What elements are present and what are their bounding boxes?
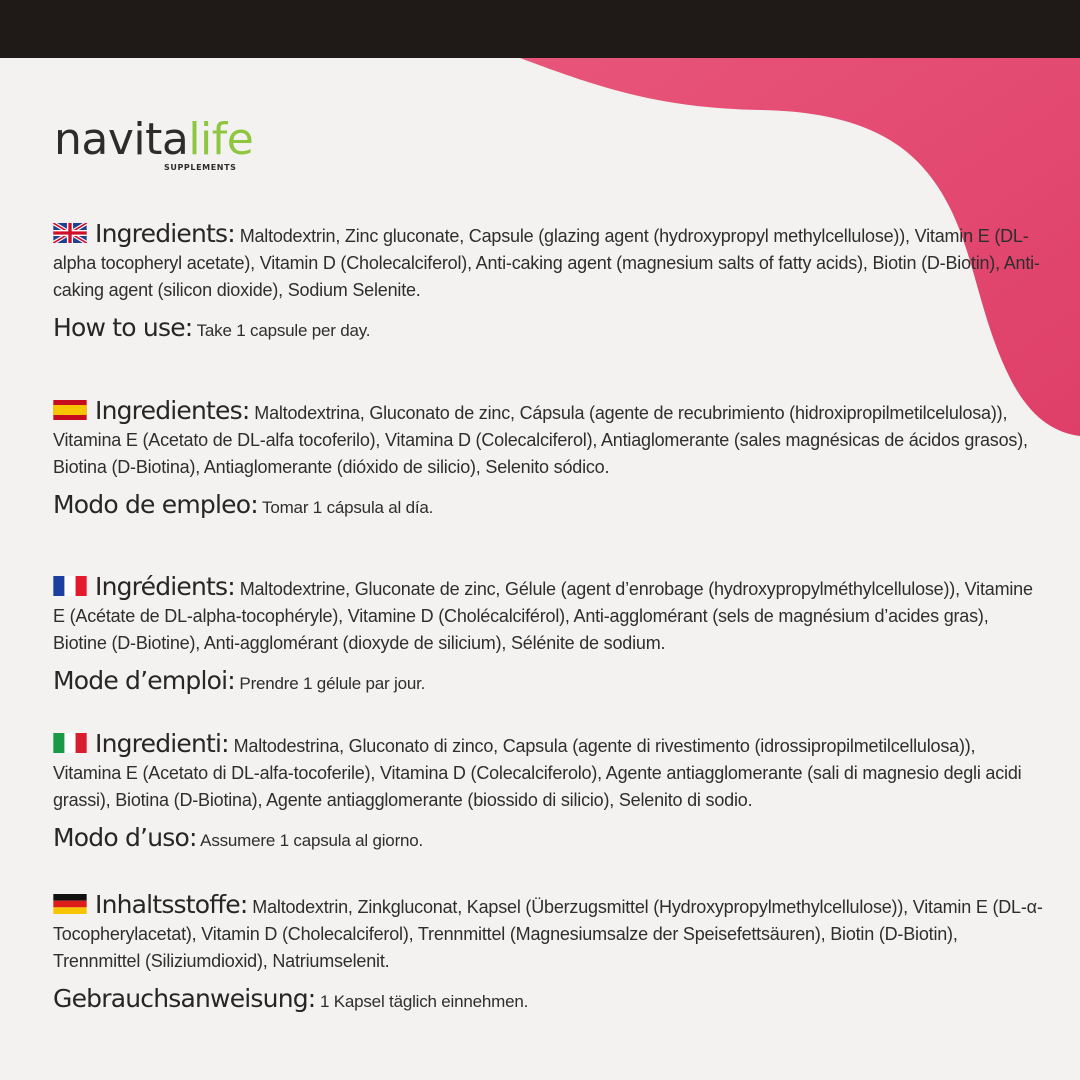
italy-flag-icon: [53, 733, 87, 753]
brand-name-part1: navita: [54, 114, 189, 165]
usage-text: Prendre 1 gélule par jour.: [234, 674, 426, 693]
usage-label: Mode d’emploi:: [53, 666, 235, 695]
uk-flag-icon: [53, 223, 87, 243]
usage-label: How to use:: [53, 313, 193, 342]
ingredients-text: Maltodextrine, Gluconate de zinc, Gélule (agent d’enrobage (hydroxypropylméthylcellulose)), Vitamine E (Acétate de DL-alpha-tocophéryle), Vitamine D (Cholécalciférol), Anti-agglomérant (sels de magnésium d’acides gras), Biotine (D-Biotine), Anti-agglomérant (dioxyde de silicium), Sélénite de sodium.: [53, 579, 1033, 653]
usage-text: Tomar 1 cápsula al día.: [257, 498, 434, 517]
usage-paragraph: [53, 824, 1043, 854]
usage-label: Gebrauchsanweisung:: [53, 984, 316, 1013]
section-german: [53, 891, 1043, 1015]
ingredients-label: Ingredients:: [95, 219, 235, 248]
ingredients-paragraph: [53, 220, 1043, 304]
ingredients-text: Maltodestrina, Gluconato di zinco, Capsula (agente di rivestimento (idrossipropilmetilcellulosa)), Vitamina E (Acetato di DL-alfa-tocoferile), Vitamina D (Colecalciferolo), Agente antiagglomerante (sali di magnesio degli acidi grassi), Biotina (D-Biotina), Agente antiagglomerante (biossido di silicio), Selenito di sodio.: [53, 736, 1022, 810]
usage-text: Assumere 1 capsula al giorno.: [196, 831, 424, 850]
section-english: [53, 220, 1043, 344]
usage-text: Take 1 capsule per day.: [192, 321, 371, 340]
section-french: [53, 573, 1043, 697]
ingredients-paragraph: [53, 397, 1043, 481]
section-italian: [53, 730, 1043, 854]
top-bar: [0, 0, 1080, 58]
spain-flag-icon: [53, 400, 87, 420]
ingredients-paragraph: [53, 730, 1043, 814]
brand-logo: [54, 114, 254, 172]
usage-label: Modo d’uso:: [53, 823, 197, 852]
ingredients-label: Ingredientes:: [95, 396, 250, 425]
ingredients-paragraph: [53, 573, 1043, 657]
usage-paragraph: [53, 314, 1043, 344]
usage-text: 1 Kapsel täglich einnehmen.: [315, 992, 529, 1011]
usage-label: Modo de empleo:: [53, 490, 258, 519]
germany-flag-icon: [53, 894, 87, 914]
section-spanish: [53, 397, 1043, 521]
brand-name-part2: life: [188, 114, 254, 165]
ingredients-text: Maltodextrina, Gluconato de zinc, Cápsula (agente de recubrimiento (hidroxipropilmetilcelulosa)), Vitamina E (Acetato de DL-alfa tocoferilo), Vitamina D (Colecalciferol), Antiaglomerante (sales magnésicas de ácidos grasos), Biotina (D-Biotina), Antiaglomerante (dióxido de silicio), Selenito sódico.: [53, 403, 1028, 477]
ingredients-label: Ingredienti:: [95, 729, 229, 758]
ingredients-text: Maltodextrin, Zinc gluconate, Capsule (glazing agent (hydroxypropyl methylcellulose)), Vitamin E (DL-alpha tocopheryl acetate), Vitamin D (Cholecalciferol), Anti-caking agent (magnesium salts of fatty acids), Biotin (D-Biotin), Anti-caking agent (silicon dioxide), Sodium Selenite.: [53, 226, 1040, 300]
usage-paragraph: [53, 985, 1043, 1015]
ingredients-label: Ingrédients:: [95, 572, 235, 601]
ingredients-paragraph: [53, 891, 1043, 975]
ingredients-text: Maltodextrin, Zinkgluconat, Kapsel (Überzugsmittel (Hydroxypropylmethylcellulose)), Vitamin E (DL-α-Tocopherylacetat), Vitamin D (Cholecalciferol), Trennmittel (Magnesiumsalze der Speisefettsäuren), Biotin (D-Biotin), Trennmittel (Siliziumdioxid), Natriumselenit.: [53, 897, 1043, 971]
usage-paragraph: [53, 667, 1043, 697]
france-flag-icon: [53, 576, 87, 596]
ingredients-label: Inhaltsstoffe:: [95, 890, 248, 919]
usage-paragraph: [53, 491, 1043, 521]
brand-tagline: SUPPLEMENTS: [164, 163, 237, 172]
